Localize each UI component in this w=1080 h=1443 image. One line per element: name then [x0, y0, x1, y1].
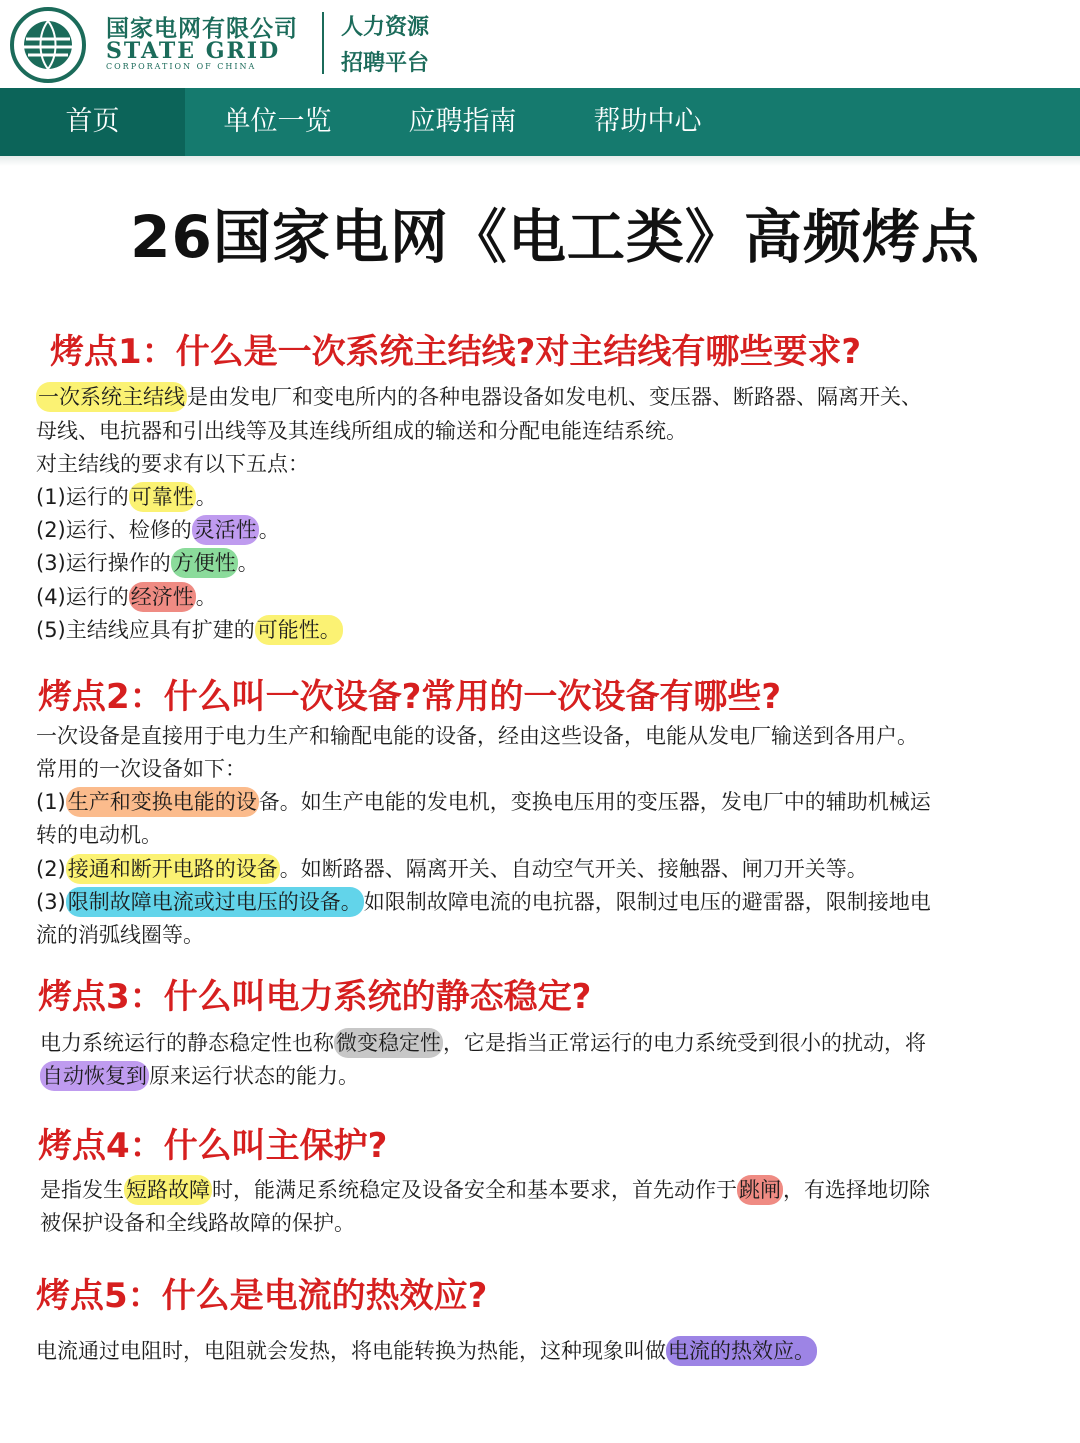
- answer-text: 如限制故障电流的电抗器，限制过电压的避雷器，限制接地电: [363, 890, 931, 914]
- highlighted-term: 微变稳定性: [334, 1028, 443, 1058]
- answer-text: (4)运行的: [36, 585, 129, 609]
- answer-line: [36, 416, 687, 446]
- nav-tab-home[interactable]: 首页: [0, 88, 185, 156]
- answer-text: (5)主结线应具有扩建的: [36, 618, 255, 642]
- answer-text: (3)运行操作的: [36, 551, 171, 575]
- answer-text: 常用的一次设备如下：: [36, 757, 246, 781]
- highlighted-term: 灵活性: [192, 515, 259, 545]
- answer-text: (2): [36, 857, 66, 881]
- question-2-heading: 烤点2：什么叫一次设备?常用的一次设备有哪些?: [38, 677, 782, 717]
- answer-line: [36, 820, 162, 850]
- brand-name-en: STATE GRID: [106, 38, 281, 64]
- nav-tab-help[interactable]: 帮助中心: [593, 106, 702, 137]
- main-nav: [0, 88, 1080, 156]
- question-3-heading: 烤点3：什么叫电力系统的静态稳定?: [38, 977, 592, 1017]
- highlighted-term: 自动恢复到: [40, 1061, 149, 1091]
- brand-name-en-sub: CORPORATION OF CHINA: [106, 62, 257, 71]
- answer-text: 电流通过电阻时，电阻就会发热，将电能转换为热能，这种现象叫做: [36, 1339, 666, 1363]
- highlighted-term: 限制故障电流或过电压的设备。: [66, 887, 364, 917]
- nav-tab-units[interactable]: 单位一览: [223, 106, 332, 137]
- answer-line: [36, 482, 217, 512]
- highlighted-term: 电流的热效应。: [666, 1336, 817, 1366]
- answer-line: [36, 548, 259, 578]
- answer-line: [40, 1028, 926, 1058]
- answer-text: 原来运行状态的能力。: [149, 1064, 359, 1088]
- question-5-heading: 烤点5：什么是电流的热效应?: [36, 1276, 488, 1316]
- answer-line: [40, 1208, 355, 1238]
- question-4-heading: 烤点4：什么叫主保护?: [38, 1126, 388, 1166]
- highlighted-term: 短路故障: [124, 1175, 212, 1205]
- platform-title-line2: 招聘平台: [341, 51, 430, 76]
- answer-line: [40, 1175, 930, 1205]
- answer-line: [36, 721, 918, 751]
- highlighted-term: 经济性: [129, 582, 196, 612]
- question-1-heading: 烤点1：什么是一次系统主结线?对主结线有哪些要求?: [50, 332, 862, 372]
- answer-line: [36, 920, 204, 950]
- answer-line: [36, 382, 922, 412]
- highlighted-term: 生产和变换电能的设: [66, 787, 259, 817]
- page-title: 26国家电网《电工类》高频烤点: [130, 203, 980, 271]
- brand-divider: [322, 12, 324, 74]
- answer-text: 一次设备是直接用于电力生产和输配电能的设备，经由这些设备，电能从发电厂输送到各用户。: [36, 724, 918, 748]
- answer-line: [36, 854, 868, 884]
- platform-title-line1: 人力资源: [341, 15, 430, 40]
- answer-text: 母线、电抗器和引出线等及其连线所组成的输送和分配电能连结系统。: [36, 419, 687, 443]
- answer-text: 转的电动机。: [36, 823, 162, 847]
- answer-line: [36, 1336, 817, 1366]
- answer-text: 时，能满足系统稳定及设备安全和基本要求，首先动作于: [212, 1178, 737, 1202]
- answer-line: [36, 787, 931, 817]
- answer-text: (2)运行、检修的: [36, 518, 192, 542]
- answer-text: 是由发电厂和变电所内的各种电器设备如发电机、变压器、断路器、隔离开关、: [187, 385, 922, 409]
- answer-text: 。: [195, 585, 217, 609]
- highlighted-term: 方便性: [171, 548, 238, 578]
- nav-tab-guide[interactable]: 应聘指南: [408, 106, 517, 137]
- highlighted-term: 接通和断开电路的设备: [66, 854, 280, 884]
- brand-name-cn: 国家电网有限公司: [106, 16, 298, 42]
- highlighted-term: 跳闸: [737, 1175, 783, 1205]
- answer-text: (1): [36, 790, 66, 814]
- answer-text: ，有选择地切除: [783, 1178, 930, 1202]
- answer-text: 被保护设备和全线路故障的保护。: [40, 1211, 355, 1235]
- state-grid-globe-logo-icon[interactable]: [6, 6, 90, 84]
- answer-text: 备。如生产电能的发电机，变换电压用的变压器，发电厂中的辅助机械运: [258, 790, 931, 814]
- answer-text: 。: [258, 518, 280, 542]
- answer-text: 。: [237, 551, 259, 575]
- answer-text: (1)运行的: [36, 485, 129, 509]
- answer-text: 电力系统运行的静态稳定性也称: [40, 1031, 334, 1055]
- answer-line: [36, 582, 217, 612]
- site-header: [0, 0, 1080, 88]
- answer-line: [36, 754, 246, 784]
- highlighted-term: 可靠性: [129, 482, 196, 512]
- highlighted-term: 可能性。: [255, 615, 343, 645]
- answer-text: 。: [195, 485, 217, 509]
- answer-text: 流的消弧线圈等。: [36, 923, 204, 947]
- answer-line: [40, 1061, 359, 1091]
- answer-text: (3): [36, 890, 66, 914]
- answer-line: [36, 615, 343, 645]
- nav-shadow: [0, 156, 1080, 166]
- answer-text: 是指发生: [40, 1178, 124, 1202]
- highlighted-term: 一次系统主结线: [36, 382, 187, 412]
- answer-text: ，它是指当正常运行的电力系统受到很小的扰动，将: [443, 1031, 926, 1055]
- answer-text: 对主结线的要求有以下五点：: [36, 452, 309, 476]
- answer-line: [36, 515, 280, 545]
- answer-text: 。如断路器、隔离开关、自动空气开关、接触器、闸刀开关等。: [279, 857, 868, 881]
- answer-line: [36, 449, 309, 479]
- answer-line: [36, 887, 931, 917]
